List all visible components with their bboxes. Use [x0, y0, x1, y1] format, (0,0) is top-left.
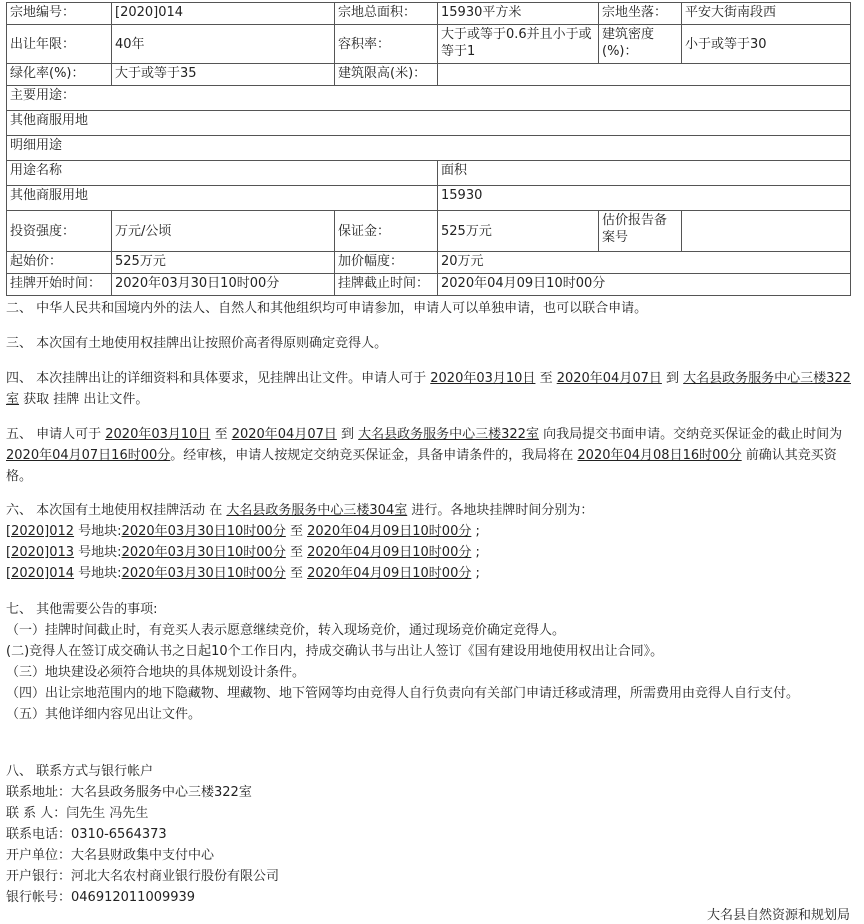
section-6-text: 进行。各地块挂牌时间分别为： — [407, 503, 594, 518]
plot-label: 号地块: — [74, 566, 122, 581]
plot-label: 号地块: — [74, 524, 122, 539]
section-5 — [6, 424, 852, 487]
table-row — [7, 136, 851, 161]
section-6 — [6, 500, 852, 584]
investment-value: 万元/公顷 — [112, 211, 335, 252]
date-link: 2020年03月10日 — [430, 371, 536, 386]
date-link: 2020年04月07日 — [231, 427, 337, 442]
location-label: 宗地坐落： — [599, 3, 682, 25]
section-5-text: 到 — [336, 427, 359, 442]
increment-value: 20万元 — [438, 252, 851, 274]
section-7 — [6, 599, 852, 725]
plot-end: 2020年04月09日10时00分 — [307, 545, 472, 560]
plot-ratio-value: 大于或等于0.6并且小于或等于1 — [438, 25, 599, 64]
appraisal-report-value — [682, 211, 851, 252]
section-4-text: 四、 本次挂牌出让的详细资料和具体要求，见挂牌出让文件。申请人可于 — [6, 371, 431, 386]
section-7-title: 七、 其他需要公告的事项: — [6, 602, 158, 617]
section-5-text: 。经审核，申请人按规定交纳竞买保证金，具备申请条件的，我局将在 — [170, 448, 578, 463]
term-label: 出让年限： — [7, 25, 112, 64]
detail-use-label: 明细用途 — [7, 136, 851, 161]
section-8 — [6, 761, 852, 908]
table-row — [7, 111, 851, 136]
contact-address: 联系地址：大名县政务服务中心三楼322室 — [6, 785, 252, 800]
notice-item: （一）挂牌时间截止时，有竞买人表示愿意继续竞价，转入现场竞价，通过现场竞价确定竞得人。 — [6, 623, 566, 638]
section-4-text: 至 — [535, 371, 557, 386]
confirm-date-link: 2020年04月08日16时00分 — [577, 448, 742, 463]
table-row — [7, 64, 851, 86]
parcel-id-label: 宗地编号： — [7, 3, 112, 25]
area-header: 面积 — [438, 161, 851, 186]
start-price-label: 起始价： — [7, 252, 112, 274]
section-4-text: 到 — [661, 371, 684, 386]
green-rate-value: 大于或等于35 — [112, 64, 335, 86]
plot-label: 号地块: — [74, 545, 122, 560]
parcel-id-value: [2020]014 — [112, 3, 335, 25]
location-value: 平安大街南段西 — [682, 3, 851, 25]
section-4-text: 获取 挂牌 出让文件。 — [19, 392, 149, 407]
plot-id: [2020]014 — [6, 566, 75, 581]
term-value: 40年 — [112, 25, 335, 64]
date-link: 2020年04月07日 — [556, 371, 662, 386]
plot-line — [6, 542, 852, 563]
listing-start-label: 挂牌开始时间： — [7, 274, 112, 296]
account-number: 银行帐号：046912011009939 — [6, 890, 196, 905]
appraisal-report-label: 估价报告备案号 — [599, 211, 682, 252]
plot-to: 至 — [285, 566, 308, 581]
section-8-title: 八、 联系方式与银行帐户 — [6, 764, 154, 779]
deposit-label: 保证金： — [335, 211, 438, 252]
increment-label: 加价幅度： — [335, 252, 438, 274]
table-row — [7, 161, 851, 186]
plot-end: 2020年04月09日10时00分 — [307, 524, 472, 539]
area-value: 15930 — [438, 186, 851, 211]
section-5-text: 至 — [210, 427, 232, 442]
plot-to: 至 — [285, 524, 308, 539]
notice-item: （三）地块建设必须符合地块的具体规划设计条件。 — [6, 665, 306, 680]
plot-line — [6, 563, 852, 584]
plot-to: 至 — [285, 545, 308, 560]
plot-start: 2020年03月30日10时00分 — [121, 524, 286, 539]
plot-start: 2020年03月30日10时00分 — [121, 545, 286, 560]
section-4 — [6, 368, 852, 410]
green-rate-label: 绿化率(%)： — [7, 64, 112, 86]
use-name-header: 用途名称 — [7, 161, 438, 186]
plot-ratio-label: 容积率： — [335, 25, 438, 64]
height-limit-value — [438, 64, 851, 86]
account-bank: 开户银行：河北大名农村商业银行股份有限公司 — [6, 869, 280, 884]
issuing-authority: 大名县自然资源和规划局 — [706, 908, 850, 923]
section-5-text: 前确认其竞买资格。 — [6, 448, 837, 484]
plot-start: 2020年03月30日10时00分 — [121, 566, 286, 581]
table-row — [7, 252, 851, 274]
main-use-value: 其他商服用地 — [7, 111, 851, 136]
table-row — [7, 274, 851, 296]
table-row — [7, 211, 851, 252]
notice-item: (二)竞得人在签订成交确认书之日起10个工作日内，持成交确认书与出让人签订《国有建设用地使用权出让合同》。 — [6, 644, 664, 659]
account-holder: 开户单位：大名县财政集中支付中心 — [6, 848, 215, 863]
investment-label: 投资强度： — [7, 211, 112, 252]
listing-end-label: 挂牌截止时间： — [335, 274, 438, 296]
land-info-table — [6, 2, 851, 296]
contact-person: 联 系 人：闫先生 冯先生 — [6, 806, 149, 821]
listing-start-value: 2020年03月30日10时00分 — [112, 274, 335, 296]
plot-id: [2020]013 — [6, 545, 75, 560]
section-6-intro — [6, 500, 852, 521]
deadline-link: 2020年04月07日16时00分 — [6, 448, 171, 463]
plot-tail: ; — [471, 566, 480, 581]
table-row — [7, 186, 851, 211]
total-area-value: 15930平方米 — [438, 3, 599, 25]
height-limit-label: 建筑限高(米)： — [335, 64, 438, 86]
table-row — [7, 25, 851, 64]
listing-end-value: 2020年04月09日10时00分 — [438, 274, 851, 296]
use-name-value: 其他商服用地 — [7, 186, 438, 211]
location-link: 大名县政务服务中心三楼322室 — [6, 371, 851, 407]
plot-end: 2020年04月09日10时00分 — [307, 566, 472, 581]
plot-line — [6, 521, 852, 542]
building-density-value: 小于或等于30 — [682, 25, 851, 64]
building-density-label: 建筑密度(%)： — [599, 25, 682, 64]
main-use-label: 主要用途： — [7, 86, 851, 111]
location-link: 大名县政务服务中心三楼304室 — [226, 503, 408, 518]
notice-item: （四）出让宗地范围内的地下隐藏物、埋藏物、地下管网等均由竞得人自行负责向有关部门申请迁移或清理，所需费用由竞得人自行支付。 — [6, 686, 800, 701]
section-5-text: 向我局提交书面申请。交纳竞买保证金的截止时间为 — [538, 427, 843, 442]
plot-id: [2020]012 — [6, 524, 75, 539]
contact-phone: 联系电话：0310-6564373 — [6, 827, 167, 842]
total-area-label: 宗地总面积： — [335, 3, 438, 25]
table-row — [7, 86, 851, 111]
date-link: 2020年03月10日 — [105, 427, 211, 442]
table-row — [7, 3, 851, 25]
start-price-value: 525万元 — [112, 252, 335, 274]
deposit-value: 525万元 — [438, 211, 599, 252]
section-2: 二、 中华人民共和国境内外的法人、自然人和其他组织均可申请参加，申请人可以单独申请，也可以联合申请。 — [6, 301, 648, 316]
plot-tail: ; — [471, 524, 480, 539]
section-5-text: 五、 申请人可于 — [6, 427, 106, 442]
section-3: 三、 本次国有土地使用权挂牌出让按照价高者得原则确定竞得人。 — [6, 336, 388, 351]
plot-tail: ; — [471, 545, 480, 560]
location-link: 大名县政务服务中心三楼322室 — [358, 427, 539, 442]
section-6-text: 六、 本次国有土地使用权挂牌活动 在 — [6, 503, 227, 518]
notice-item: （五）其他详细内容见出让文件。 — [6, 707, 202, 722]
